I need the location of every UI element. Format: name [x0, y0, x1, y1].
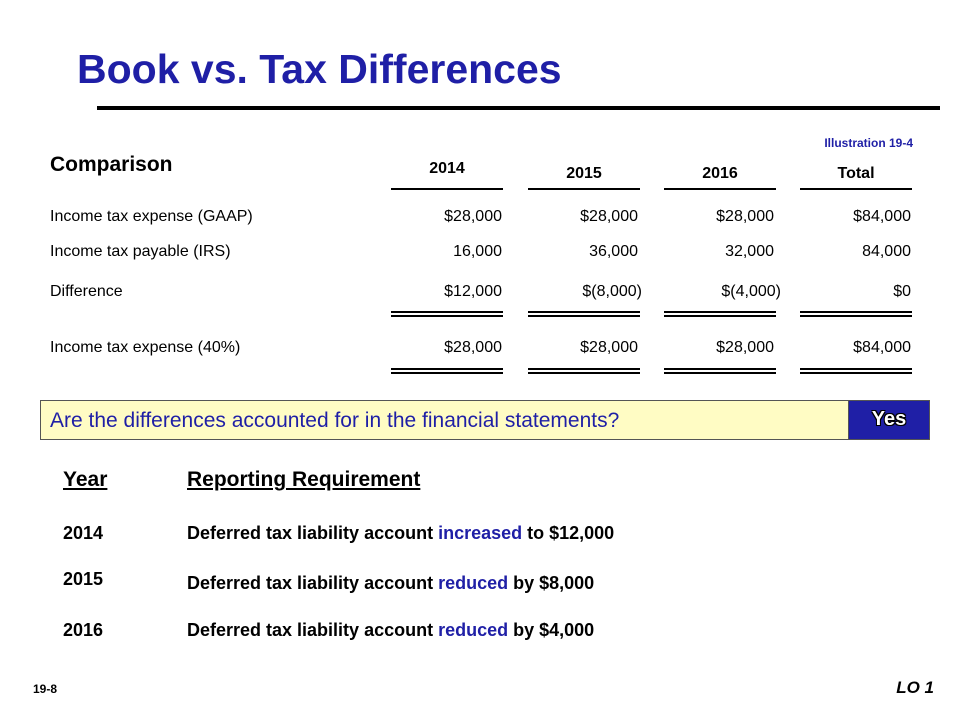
table-cell: $84,000 [853, 339, 911, 356]
table-cell: 84,000 [862, 243, 911, 260]
table-cell: $(4,000) [721, 283, 781, 300]
keyword: increased [438, 523, 523, 543]
illustration-label: Illustration 19-4 [824, 136, 913, 150]
column-rule-2014 [391, 188, 503, 190]
column-header-2014: 2014 [429, 160, 465, 177]
table-cell: $84,000 [853, 208, 911, 225]
table-cell: 32,000 [725, 243, 774, 260]
row-label-irs-payable: Income tax payable (IRS) [50, 243, 231, 260]
column-rule-2015 [528, 188, 640, 190]
slide-number: 19-8 [33, 682, 58, 696]
title-underline [97, 106, 940, 110]
table-cell: $28,000 [580, 208, 638, 225]
learning-objective: LO 1 [896, 678, 934, 697]
year-header: Year [63, 468, 108, 491]
table-cell: $28,000 [716, 208, 774, 225]
column-rule-total [800, 188, 912, 190]
requirement-text: Deferred tax liability account increased to $12,000 [187, 523, 615, 543]
double-rule [528, 368, 640, 374]
table-cell: 16,000 [453, 243, 502, 260]
answer-badge [848, 400, 930, 440]
table-cell: $(8,000) [582, 283, 642, 300]
row-label-gaap-expense: Income tax expense (GAAP) [50, 208, 253, 225]
double-rule [391, 368, 503, 374]
column-header-2015: 2015 [566, 165, 602, 182]
table-cell: 36,000 [589, 243, 638, 260]
table-cell: $28,000 [716, 339, 774, 356]
answer-text: Yes [871, 408, 907, 430]
requirement-header: Reporting Requirement [187, 468, 421, 491]
column-header-total: Total [837, 165, 875, 182]
table-cell: $12,000 [444, 283, 502, 300]
question-bar [40, 400, 930, 440]
comparison-heading: Comparison [50, 153, 173, 176]
keyword: reduced [438, 573, 509, 593]
table-cell: $28,000 [580, 339, 638, 356]
question-text: Are the differences accounted for in the financial statements? [50, 409, 620, 432]
double-rule [664, 368, 776, 374]
slide-title: Book vs. Tax Differences [77, 46, 562, 92]
double-rule [800, 311, 912, 317]
table-cell: $0 [893, 283, 911, 300]
double-rule [800, 368, 912, 374]
table-cell: $28,000 [444, 208, 502, 225]
column-header-2016: 2016 [702, 165, 738, 182]
double-rule [664, 311, 776, 317]
row-label-expense-40: Income tax expense (40%) [50, 339, 241, 356]
table-cell: $28,000 [444, 339, 502, 356]
requirement-year: 2014 [63, 523, 104, 543]
requirement-text: Deferred tax liability account reduced by $8,000 [187, 573, 595, 593]
requirement-year: 2016 [63, 620, 104, 640]
requirement-text: Deferred tax liability account reduced by $4,000 [187, 620, 595, 640]
double-rule [391, 311, 503, 317]
keyword: reduced [438, 620, 509, 640]
column-rule-2016 [664, 188, 776, 190]
requirement-year: 2015 [63, 569, 104, 589]
row-label-difference: Difference [50, 283, 123, 300]
double-rule [528, 311, 640, 317]
